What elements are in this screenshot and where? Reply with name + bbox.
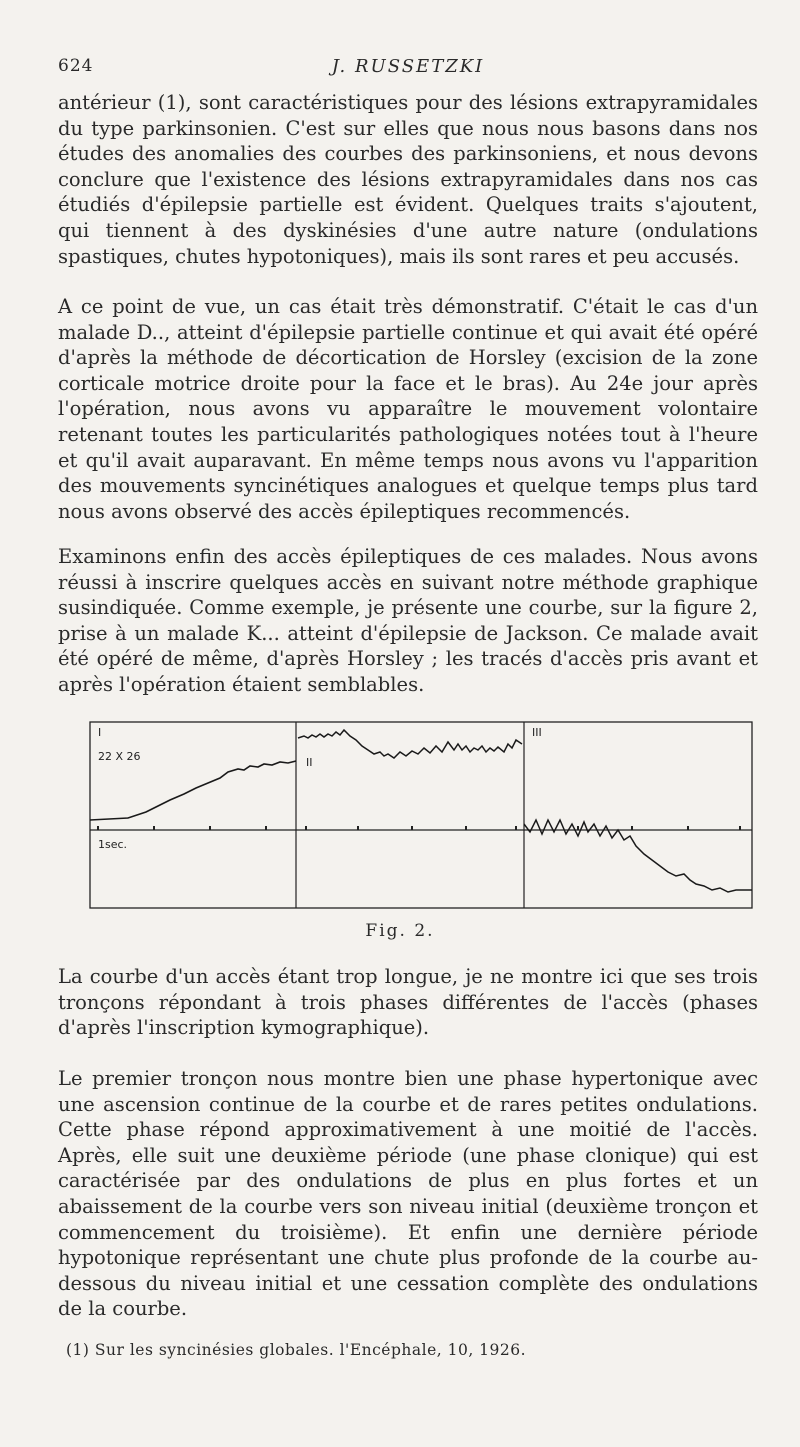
page-number: 624	[58, 56, 94, 76]
trace-phase-3	[524, 820, 752, 892]
figure-caption: Fig. 2.	[365, 921, 435, 941]
footnote: (1) Sur les syncinésies globales. l'Encéphale, 10, 1926.	[66, 1341, 527, 1359]
figure-frame	[90, 722, 752, 908]
time-label: 1sec.	[98, 838, 128, 851]
panel-label-1: I	[98, 726, 102, 739]
kymograph-figure	[88, 720, 754, 910]
paragraph-5: Le premier tronçon nous montre bien une phase hypertonique avec une ascension continue de la courbe et de rares petites ondulations. Cette phase répond approximativement à une moitié de l'accès. Après, elle suit une deuxième période (une phase clonique) qui est caractérisée par des ondulations de plus en plus fortes et un abaissement de la courbe vers son niveau initial (deuxième tronçon et commencement du troisième). Et enfin une dernière période hypotonique représentant une chute plus profonde de la courbe au-dessous du niveau initial et une cessation complète des ondulations de la courbe.	[58, 1067, 758, 1321]
trace-phase-1	[90, 761, 296, 820]
panel-label-2: II	[306, 756, 313, 769]
running-title: J. RUSSETZKI	[331, 56, 485, 77]
paragraph-1: antérieur (1), sont caractéristiques pour des lésions extrapyramidales du type parkinsonien. C'est sur elles que nous nous basons dans nos études des anomalies des courbes des parkinsoniens, et nous devons conclure que l'existence des lésions extrapyramidales dans nos cas étudiés d'épilepsie partielle est évident. Quelques traits s'ajoutent, qui tiennent à des dyskinésies d'une autre nature (ondulations spastiques, chutes hypotoniques), mais ils sont rares et peu accusés.	[58, 91, 758, 268]
kymograph-traces	[88, 720, 754, 910]
page-header	[58, 56, 758, 82]
scale-label: 22 X 26	[98, 750, 141, 763]
panel-label-3: III	[532, 726, 542, 739]
paragraph-2: A ce point de vue, un cas était très démonstratif. C'était le cas d'un malade D.., atteint d'épilepsie partielle continue et qui avait été opéré d'après la méthode de décortication de Horsley (excision de la zone corticale motrice droite pour la face et le bras). Au 24e jour après l'opération, nous avons vu apparaître le mouvement volontaire retenant toutes les particularités pathologiques notées tout à l'heure et qu'il avait auparavant. En même temps nous avons vu l'apparition des mouvements syncinétiques analogues et quelque temps plus tard nous avons observé des accès épileptiques recommencés.	[58, 295, 758, 523]
paragraph-3: Examinons enfin des accès épileptiques de ces malades. Nous avons réussi à inscrire quelques accès en suivant notre méthode graphique susindiquée. Comme exemple, je présente une courbe, sur la figure 2, prise à un malade K... atteint d'épilepsie de Jackson. Ce malade avait été opéré de même, d'après Horsley ; les tracés d'accès pris avant et après l'opération étaient semblables.	[58, 545, 758, 696]
trace-phase-2	[298, 730, 522, 758]
paragraph-4: La courbe d'un accès étant trop longue, je ne montre ici que ses trois tronçons répondant à trois phases différentes de l'accès (phases d'après l'inscription kymographique).	[58, 965, 758, 1040]
